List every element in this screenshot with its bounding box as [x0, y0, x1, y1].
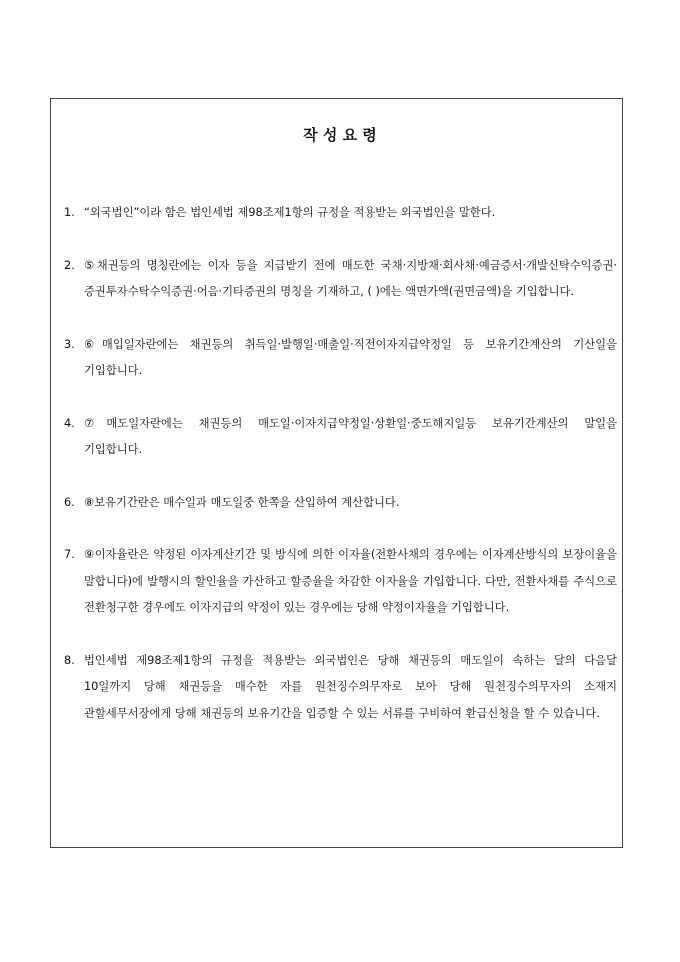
item-text: ⑨이자율란은 약정된 이자계산기간 및 방식에 의한 이자율(전환사채의 경우에는 이자계산방식의 보장이율을 말합니다)에 발행시의 할인율을 가산하고 할증율을 차감한 이자율을 기입합니다. 다만, 전환사채를 주식으로 전환청구한 경우에도 이자지급의 약정이 있는 경우에는 당해 약정이자율을 기입합니다.: [84, 548, 617, 614]
item-text: ⑧보유기간란은 매수일과 매도일중 한쪽을 산입하여 계산합니다.: [84, 495, 400, 509]
item-text: ⑤채권등의 명칭란에는 이자 등을 지급받기 전에 매도한 국채·지방채·회사채·예금증서·개발신탁수익증권·증권투자수탁수익증권·어음·기타증권의 명칭을 기재하고, ( )에는 액면가액(권면금액)을 기입합니다.: [84, 258, 617, 298]
instruction-item-6: [64, 490, 617, 517]
item-text: “외국법인”이라 함은 법인세법 제98조제1항의 규정을 적용받는 외국법인을 말한다.: [84, 206, 496, 219]
item-text: 법인세법 제98조제1항의 규정을 적용받는 외국법인은 당해 채권등의 매도일이 속하는 달의 다음달 10일까지 당해 채권등을 매수한 자를 원천징수의무자로 보아 당해 원천징수의무자의 소재지 관할세무서장에게 당해 채권등의 보유기간을 입증할 수 있는 서류를 구비하여 환급신청을 할 수 있습니다.: [84, 653, 617, 720]
item-number: 3.: [64, 337, 75, 351]
instruction-item-4: [64, 411, 617, 464]
instruction-item-2: [64, 253, 617, 306]
page-title: 작 성 요 령: [303, 126, 377, 144]
instruction-item-1: [64, 200, 617, 227]
instruction-item-3: [64, 332, 617, 385]
item-number: 4.: [64, 416, 75, 430]
item-number: 2.: [64, 258, 75, 272]
instruction-list: [64, 200, 617, 753]
item-number: 8.: [64, 653, 75, 667]
item-text: ⑦매도일자란에는 채권등의 매도일·이자지급약정일·상환일·중도해지일등 보유기간계산의 말일을 기입합니다.: [84, 416, 617, 456]
instruction-item-8: [64, 648, 617, 728]
item-number: 1.: [64, 206, 75, 219]
item-number: 6.: [64, 495, 75, 509]
item-number: 7.: [64, 548, 75, 561]
instruction-item-7: [64, 542, 617, 622]
item-text: ⑥매입일자란에는 채권등의 취득일·발행일·매출일·직전이자지급약정일 등 보유기간계산의 기산일을 기입합니다.: [84, 337, 617, 377]
